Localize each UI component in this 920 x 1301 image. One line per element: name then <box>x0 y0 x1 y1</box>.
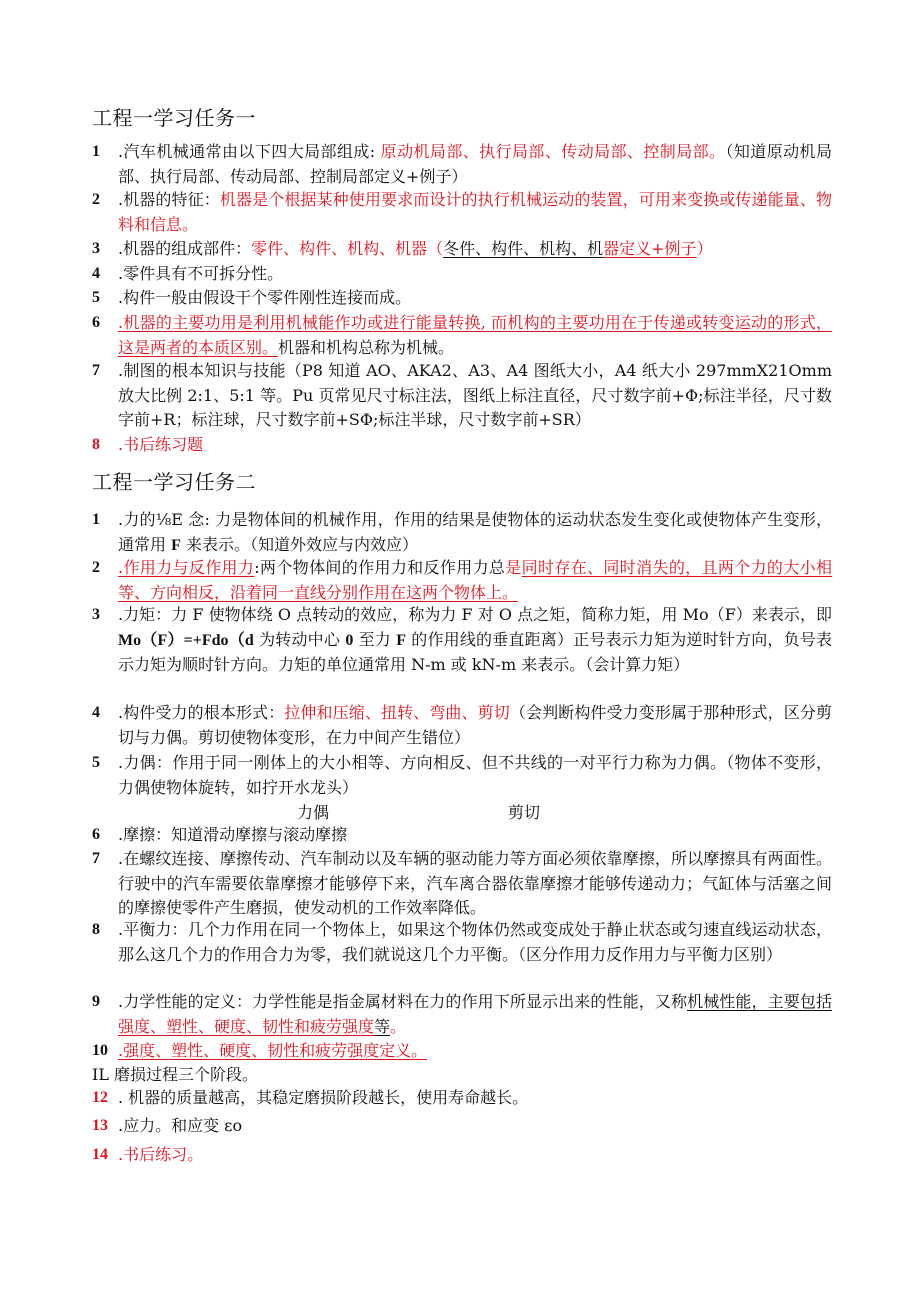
item-number: 10 <box>92 1042 108 1059</box>
section2-item-7 <box>92 847 832 921</box>
text-run: （知道原动机局部、执行局部、传动局部、控制局部定义+例子） <box>118 142 832 186</box>
text-run: 原动机局部、执行局部、传动局部、控制局部。 <box>380 142 726 161</box>
item-number: 12 <box>92 1089 108 1106</box>
section2-item-1 <box>92 508 832 558</box>
text-run: .制图的根本知识与技能（P8 知道 AO、AKA2、A3、A4 图纸大小，A4 纸大小 297mmX21Omm 放大比例 2:1、5:1 等。Pu 页常见尺寸标注法，图纸上标注直径，尺寸数字前+Φ;标注半径，尺寸数字前+R；标注球，尺寸数字前+SΦ;标注半球，尺寸数字前+SR） <box>118 361 832 429</box>
text-run: F <box>396 631 407 649</box>
text-run: .平衡力：几个力作用在同一个物体上，如果这个物体仍然或变成处于静止状态或匀速直线运动状态，那么这几个力的作用合力为零，我们就说这几个力平衡。（区分作用力反作用力与平衡力区别） <box>118 920 832 964</box>
text-run: F <box>171 536 181 554</box>
section2-item-10 <box>92 1039 832 1064</box>
text-run: .强度、塑性、硬度、韧性和疲劳强度定义。 <box>118 1041 428 1060</box>
text-run: 冬件、构件、机构、机 <box>443 239 604 258</box>
item-number: 6 <box>92 314 100 331</box>
item-text <box>118 188 832 237</box>
item-text <box>118 603 832 678</box>
item-text <box>118 751 832 800</box>
text-run: ，主要包括 <box>751 992 832 1011</box>
item-number: 8 <box>92 436 100 453</box>
item-number: 7 <box>92 850 100 867</box>
text-run: 。 <box>390 1016 407 1036</box>
item-text <box>118 990 832 1039</box>
item-number: 5 <box>92 289 100 306</box>
caption-couple: 力偶 <box>297 803 330 822</box>
text-run: :两个物体间的作用力和反作用力总 <box>254 558 506 577</box>
text-run: .应力。和应变 εo <box>118 1116 243 1135</box>
section2-item-14 <box>92 1143 832 1168</box>
section1-item-1 <box>92 140 832 189</box>
text-run: Mo（F）=+Fdo（d <box>118 631 254 649</box>
text-run: （会判断构件受力变形属于那种形式，区分剪切与力偶。剪切使物体变形，在力中间产生错位） <box>118 703 832 747</box>
item-number: 8 <box>92 921 100 938</box>
section2-item-13 <box>92 1114 832 1139</box>
text-run: .力矩：力 F 使物体绕 O 点转动的效应，称为力 F 对 O 点之矩，简称力矩，用 Mo（F）来表示，即 <box>118 605 832 624</box>
text-run: （ <box>427 239 444 258</box>
text-run: 机器和机构总称为机械。 <box>278 337 455 357</box>
text-run: .零件具有不可拆分性。 <box>118 264 284 283</box>
item-text <box>118 823 832 848</box>
section2-item-8 <box>92 918 832 967</box>
text-run: .力学性能的定义：力学性能是指金属材料在力的作用下所显示出来的性能，又称 <box>118 992 688 1011</box>
item-text <box>118 701 832 750</box>
text-run: ） <box>696 239 713 258</box>
item-number: 14 <box>92 1146 108 1163</box>
caption-shear: 剪切 <box>508 803 541 822</box>
text-run: .作用力与反作用力 <box>118 558 255 577</box>
text-run: 器定义+例子 <box>603 239 697 258</box>
item-text <box>118 359 832 433</box>
item-text <box>118 847 832 921</box>
item-text <box>118 1039 832 1064</box>
text-run: .书后练习题 <box>118 435 204 454</box>
section2-item-4 <box>92 701 832 750</box>
item-text <box>118 311 832 360</box>
item-number: 1 <box>92 511 100 528</box>
item-number: 3 <box>92 606 100 623</box>
text-run: . 机器的质量越高，其稳定磨损阶段越长，使用寿命越长。 <box>118 1088 529 1107</box>
text-run: 来表示。（知道外效应与内效应） <box>180 534 418 554</box>
text-run: .构件受力的根本形式： <box>118 703 285 722</box>
item-number: 4 <box>92 265 100 282</box>
text-run: .机器的组成部件： <box>118 239 252 258</box>
item-number: 7 <box>92 362 100 379</box>
text-run: .摩擦：知道滑动摩擦与滚动摩擦 <box>118 825 348 844</box>
text-run: 是 <box>505 558 522 577</box>
section1-item-7 <box>92 359 832 433</box>
item-text <box>118 262 832 287</box>
text-run: 机器是个根据某种使用要求而设计的执行机械运动的装置，可用来变换或传递能量、物料和信息。 <box>118 190 832 234</box>
text-run: 0 <box>345 631 354 649</box>
text-run: .力的⅛E 念: 力是物体间的机械作用，作用的结果是使物体的运动状态发生变化或使物体产生变形，通常用 <box>118 510 832 554</box>
item-number: 6 <box>92 826 100 843</box>
item-text <box>118 237 832 262</box>
item-text <box>118 1086 832 1111</box>
text-run: 同时存在、同时消失的，且两个力的大小相等、方向相反，沿着同一直线分别作用在这两个物体上。 <box>118 558 832 602</box>
text-run: 拉伸和压缩、扭转、弯曲、剪切 <box>284 703 510 722</box>
text-run: 机械性能 <box>687 992 752 1011</box>
item-text <box>118 286 832 311</box>
item-text <box>118 918 832 967</box>
item-number: 2 <box>92 559 100 576</box>
item-number: 5 <box>92 754 100 771</box>
section1-item-5 <box>92 286 832 311</box>
text-run: .构件一般由假设干个零件刚性连接而成。 <box>118 288 412 307</box>
item-number: 13 <box>92 1117 108 1134</box>
section2-item-6 <box>92 823 832 848</box>
item-number: 1 <box>92 143 100 160</box>
section1-item-6 <box>92 311 832 360</box>
text-run: .汽车机械通常由以下四大局部组成: <box>118 142 381 161</box>
section2-item-5 <box>92 751 832 800</box>
text-run: .力偶：作用于同一刚体上的大小相等、方向相反、但不共线的一对平行力称为力偶。（物体不变形，力偶使物体旋转，如拧开水龙头） <box>118 753 832 797</box>
section1-title: 工程一学习任务一 <box>92 106 256 130</box>
section1-item-4 <box>92 262 832 287</box>
item-text <box>118 556 832 605</box>
item-text <box>118 140 832 189</box>
text-run: .机器的主要功用是利用机械能作功或进行能量转换, 而机构的主要功用在于传递或转变运动的形式，这是两者的本质区别。 <box>118 313 832 357</box>
text-run: .书后练习。 <box>118 1145 204 1164</box>
text-run: 零件、构件、机构、机器 <box>251 239 428 258</box>
text-run: .机器的特征： <box>118 190 220 209</box>
item-number: 3 <box>92 240 100 257</box>
section1-item-3 <box>92 237 832 262</box>
section2-item-2 <box>92 556 832 605</box>
section2-title: 工程一学习任务二 <box>92 470 256 494</box>
text-run: 为转动中心 <box>253 629 346 649</box>
text-run: 至力 <box>353 629 397 649</box>
section1-item-8 <box>92 433 832 458</box>
section2-item-3 <box>92 603 832 678</box>
text-run: 强度、塑性、硬度、韧性和疲劳强度 <box>118 1016 375 1036</box>
item-number: 9 <box>92 993 100 1010</box>
item-text <box>118 1114 832 1139</box>
text-run: 的作用线的垂直距离）正号表示力矩为逆时针方向，负号表示力矩为顺时针方向。力矩的单位通常用 N-m 或 kN-m 来表示。（会计算力矩） <box>118 629 832 674</box>
wear-stages-line: IL 磨损过程三个阶段。 <box>92 1065 259 1084</box>
text-run: .在螺纹连接、摩擦传动、汽车制动以及车辆的驱动能力等方面必须依靠摩擦，所以摩擦具有两面性。行驶中的汽车需要依靠摩擦才能够停下来，汽车离合器依靠摩擦才能够传递动力；气缸体与活塞之间的摩擦使零件产生磨损，使发动机的工作效率降低。 <box>118 849 832 917</box>
text-run: 等 <box>374 1016 391 1036</box>
item-number: 4 <box>92 704 100 721</box>
section2-item-9 <box>92 990 832 1039</box>
item-text <box>118 508 832 558</box>
section2-item-12 <box>92 1086 832 1111</box>
section1-item-2 <box>92 188 832 237</box>
item-text <box>118 1143 832 1168</box>
item-text <box>118 433 832 458</box>
item-number: 2 <box>92 191 100 208</box>
